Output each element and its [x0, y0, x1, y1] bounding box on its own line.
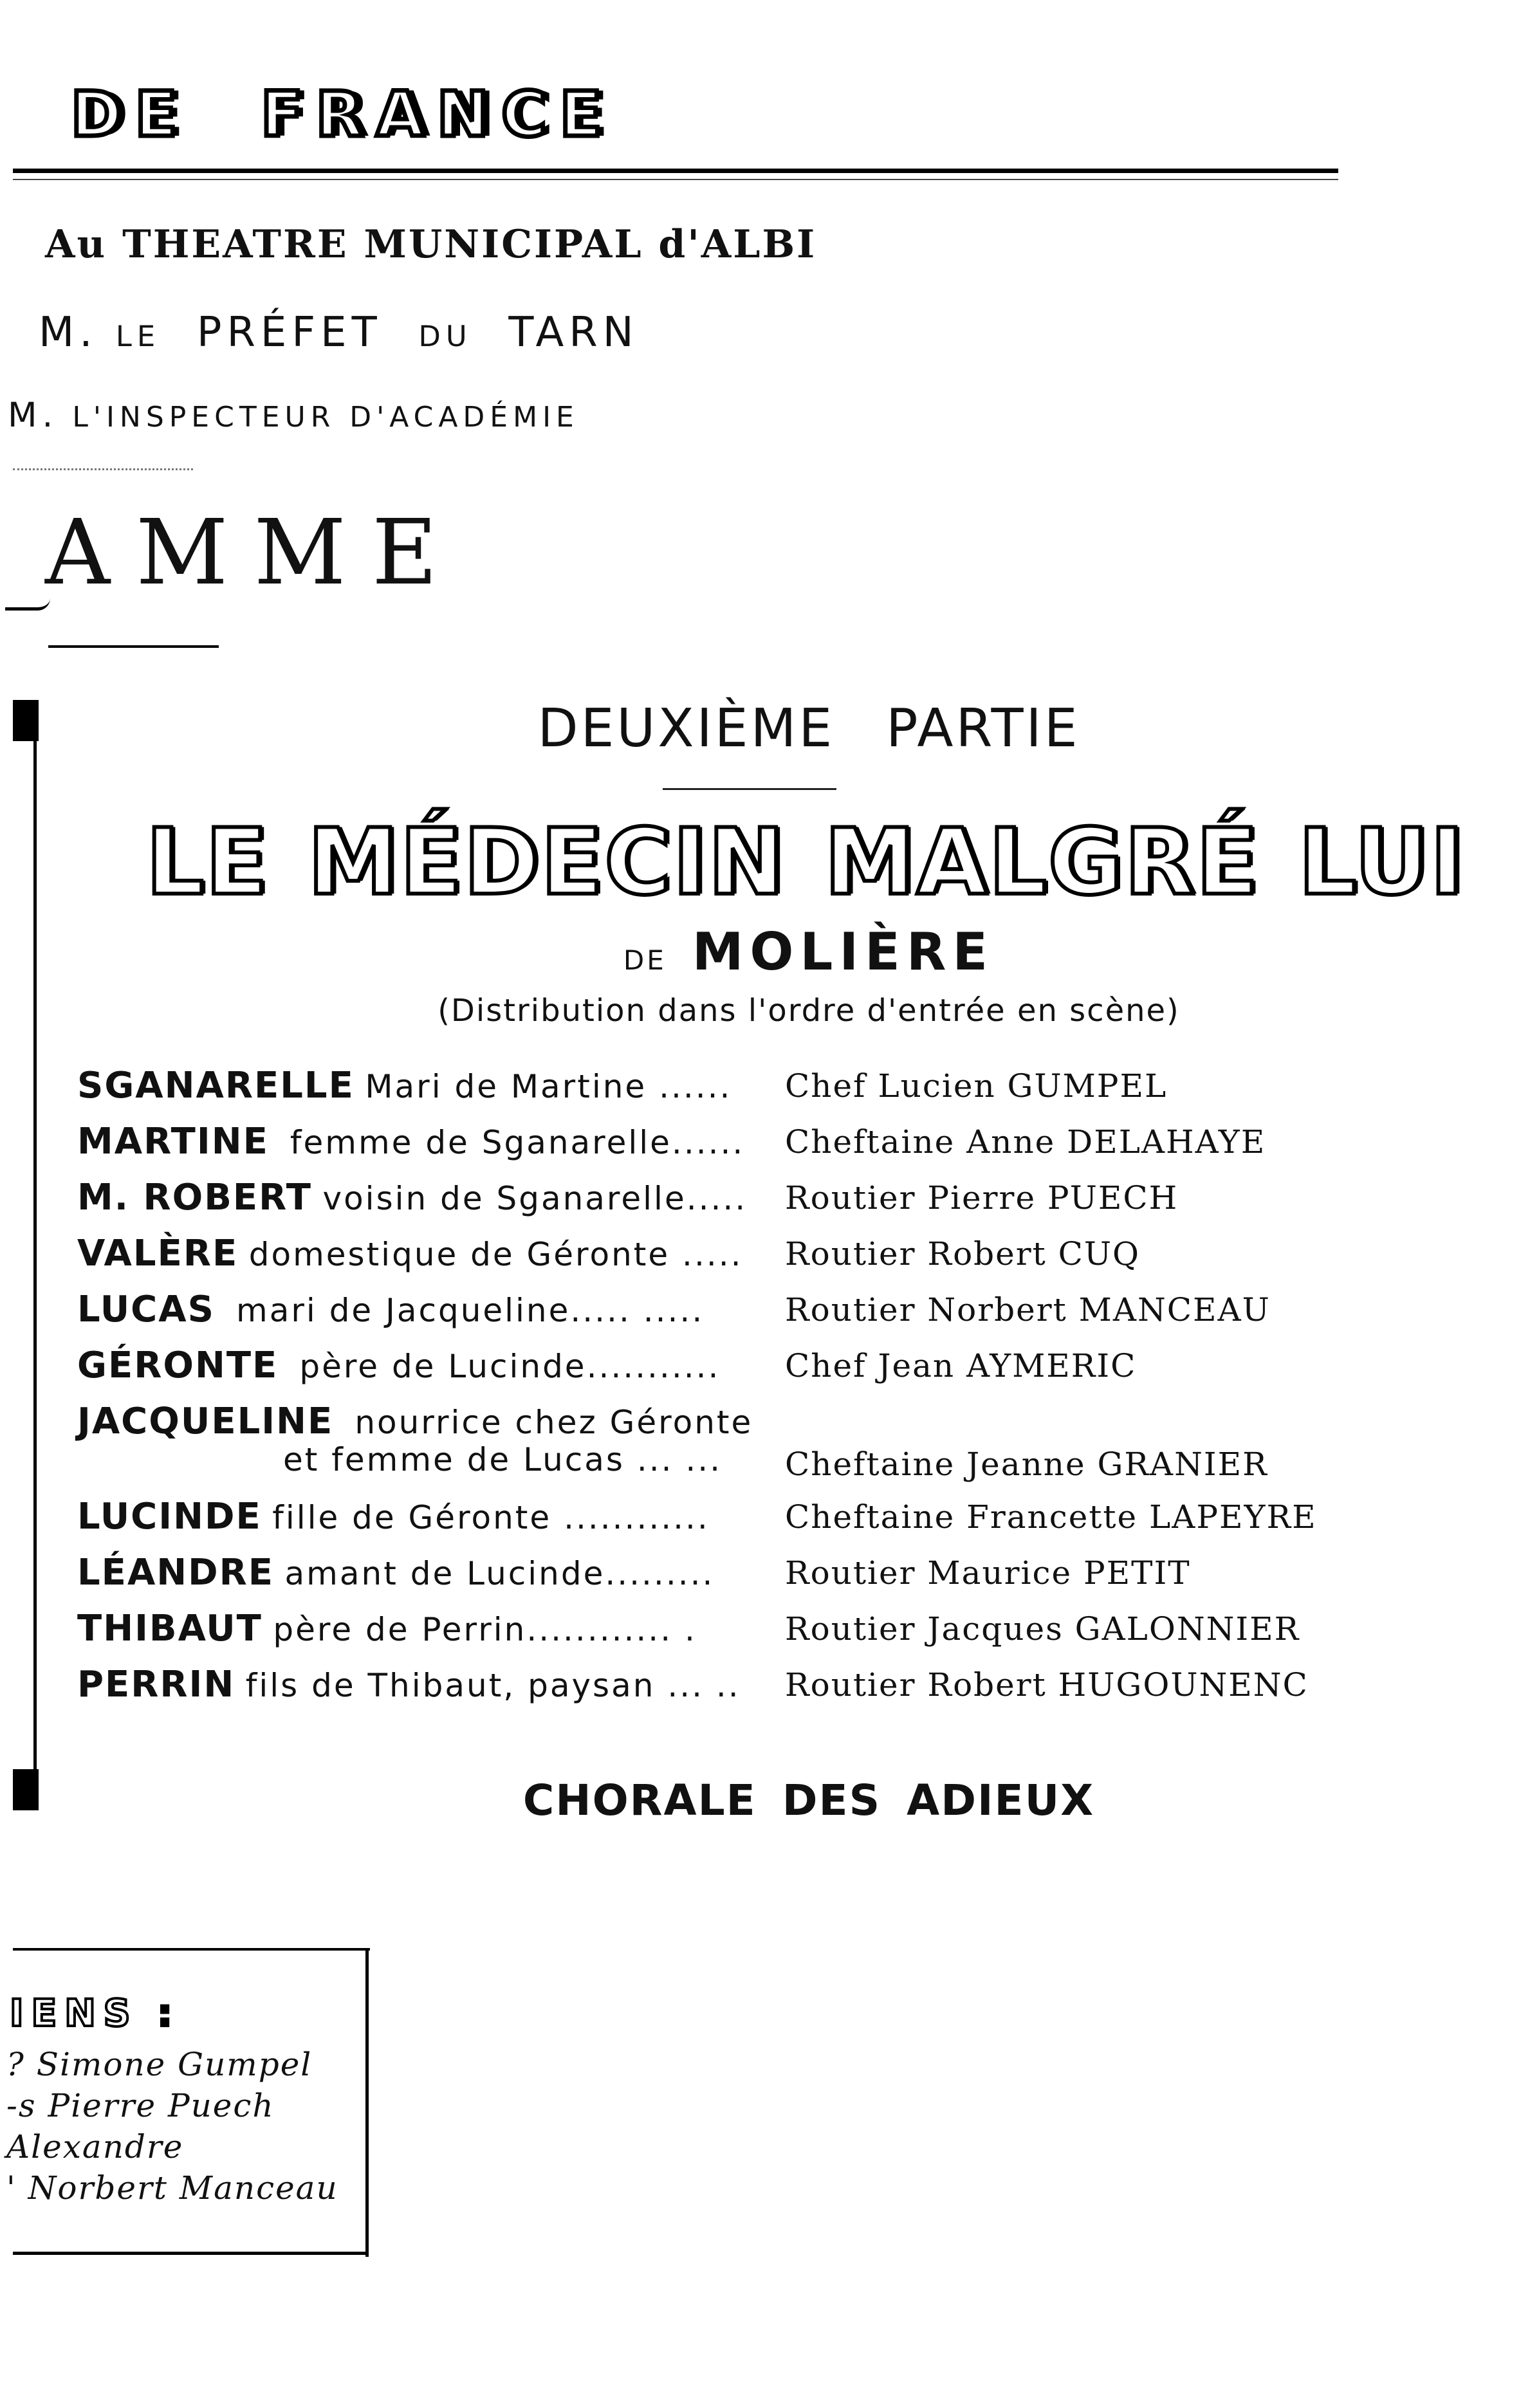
cast-actor: Routier Jacques GALONNIER	[785, 1610, 1300, 1648]
box-heading-colon: :	[157, 1991, 180, 2035]
box-heading-text: IENS	[10, 1991, 138, 2035]
banner-word-de: DE	[71, 78, 190, 151]
cast-actor: Routier Robert HUGOUNENC	[785, 1666, 1309, 1704]
box-line: Alexandre	[6, 2128, 184, 2165]
cast-role: LUCAS	[77, 1289, 215, 1330]
box-border-right	[365, 1948, 369, 2257]
chorale-adieux: ADIEUX	[907, 1776, 1095, 1825]
inspecteur-academie: ACADÉMIE	[389, 401, 579, 434]
cast-role: LUCINDE	[77, 1496, 262, 1538]
cast-actor: Routier Norbert MANCEAU	[785, 1291, 1271, 1328]
title-word: LE	[145, 809, 270, 915]
cast-list	[77, 1065, 1317, 1720]
cast-row	[77, 1233, 1300, 1289]
header-rule-thick	[13, 169, 1338, 173]
banner-de-france	[71, 78, 615, 151]
prefet-word: PRÉFET	[196, 309, 382, 356]
cast-role: PERRIN	[77, 1664, 235, 1705]
cast-row	[77, 1121, 1300, 1177]
author-name: MOLIÈRE	[692, 922, 995, 982]
cast-row	[77, 1608, 1300, 1664]
heading-rule	[663, 788, 836, 790]
title-word: MALGRÉ	[824, 809, 1260, 915]
prefet-tarn: TARN	[508, 309, 639, 356]
header-rule-thin	[13, 179, 1338, 180]
cast-row	[77, 1552, 1300, 1608]
chorale-word: CHORALE	[522, 1776, 757, 1825]
cast-role: M. ROBERT	[77, 1177, 312, 1218]
venue-line: Au THEATRE MUNICIPAL d'ALBI	[45, 222, 817, 267]
cast-role: GÉRONTE	[77, 1345, 279, 1386]
inspecteur-d: D'	[349, 401, 390, 434]
cast-row	[77, 1345, 1300, 1401]
cast-actor: Chef Lucien GUMPEL	[785, 1067, 1168, 1105]
inspecteur-word: INSPECTEUR	[106, 401, 336, 434]
box-heading	[10, 1991, 180, 2035]
cast-actor: Cheftaine Francette LAPEYRE	[785, 1498, 1317, 1536]
inspecteur-l: L'	[72, 401, 106, 434]
box-line: ' Norbert Manceau	[6, 2169, 338, 2207]
cast-actor: Chef Jean AYMERIC	[785, 1347, 1137, 1384]
box-border-top	[13, 1948, 370, 1951]
cast-role: THIBAUT	[77, 1608, 263, 1650]
cast-actor: Cheftaine Anne DELAHAYE	[785, 1123, 1266, 1161]
programme-fragment: AMME	[45, 501, 463, 605]
chorale-line	[0, 1776, 1521, 1825]
play-title	[0, 809, 1521, 915]
cast-desc: fille de Géronte ............	[272, 1499, 710, 1536]
box-lines	[6, 2046, 338, 2210]
cast-row	[77, 1177, 1300, 1233]
dotted-rule	[13, 468, 193, 472]
prefet-du: DU	[418, 319, 472, 353]
distribution-note: (Distribution dans l'ordre d'entrée en scène)	[438, 993, 1180, 1029]
banner-word-france: FRANCE	[261, 78, 615, 151]
cast-actor: Routier Robert CUQ	[785, 1235, 1141, 1273]
cast-row	[77, 1065, 1300, 1121]
cast-row	[77, 1401, 1300, 1496]
cast-desc: fils de Thibaut, paysan ... ..	[245, 1667, 741, 1704]
short-rule	[48, 645, 219, 648]
cast-role: SGANARELLE	[77, 1065, 355, 1107]
cast-desc: domestique de Géronte .....	[248, 1236, 743, 1273]
cast-role: JACQUELINE	[77, 1401, 334, 1442]
author-line	[0, 922, 1521, 982]
cast-desc: femme de Sganarelle......	[290, 1124, 745, 1161]
part-heading-left: DEUXIÈME	[537, 698, 835, 759]
cast-desc-continued: et femme de Lucas ... ...	[283, 1441, 723, 1478]
inspecteur-line	[8, 396, 579, 435]
author-prefix: DE	[623, 944, 667, 976]
box-line: -s Pierre Puech	[6, 2087, 275, 2124]
chorale-des: DES	[782, 1776, 881, 1825]
cast-desc: amant de Lucinde.........	[284, 1555, 715, 1592]
cast-actor: Cheftaine Jeanne GRANIER	[785, 1446, 1268, 1483]
title-word: MÉDECIN	[308, 809, 786, 915]
cast-actor: Routier Maurice PETIT	[785, 1554, 1191, 1592]
cast-desc: nourrice chez Géronte	[355, 1404, 753, 1441]
prefet-le: LE	[115, 319, 161, 353]
prefet-line	[39, 309, 639, 356]
cast-desc: voisin de Sganarelle.....	[322, 1180, 748, 1217]
part-heading	[0, 698, 1521, 759]
part-heading-right: PARTIE	[886, 698, 1080, 759]
inspecteur-m: M.	[8, 396, 59, 435]
prefet-m: M.	[39, 309, 98, 356]
box-line: ? Simone Gumpel	[6, 2046, 313, 2083]
cast-role: LÉANDRE	[77, 1552, 275, 1594]
cast-desc: mari de Jacqueline..... .....	[236, 1292, 705, 1329]
cast-desc: père de Lucinde...........	[299, 1348, 721, 1385]
box-border-bottom	[13, 2252, 369, 2255]
swoosh-ornament	[5, 598, 50, 611]
cast-row	[77, 1664, 1309, 1720]
cast-desc: père de Perrin............ .	[273, 1611, 697, 1648]
cast-role: VALÈRE	[77, 1233, 239, 1274]
cast-role: MARTINE	[77, 1121, 269, 1163]
cast-actor: Routier Pierre PUECH	[785, 1179, 1179, 1217]
cast-desc: Mari de Martine ......	[365, 1068, 732, 1105]
title-word: LUI	[1298, 809, 1466, 915]
cast-row	[77, 1289, 1300, 1345]
cast-row	[77, 1496, 1317, 1552]
